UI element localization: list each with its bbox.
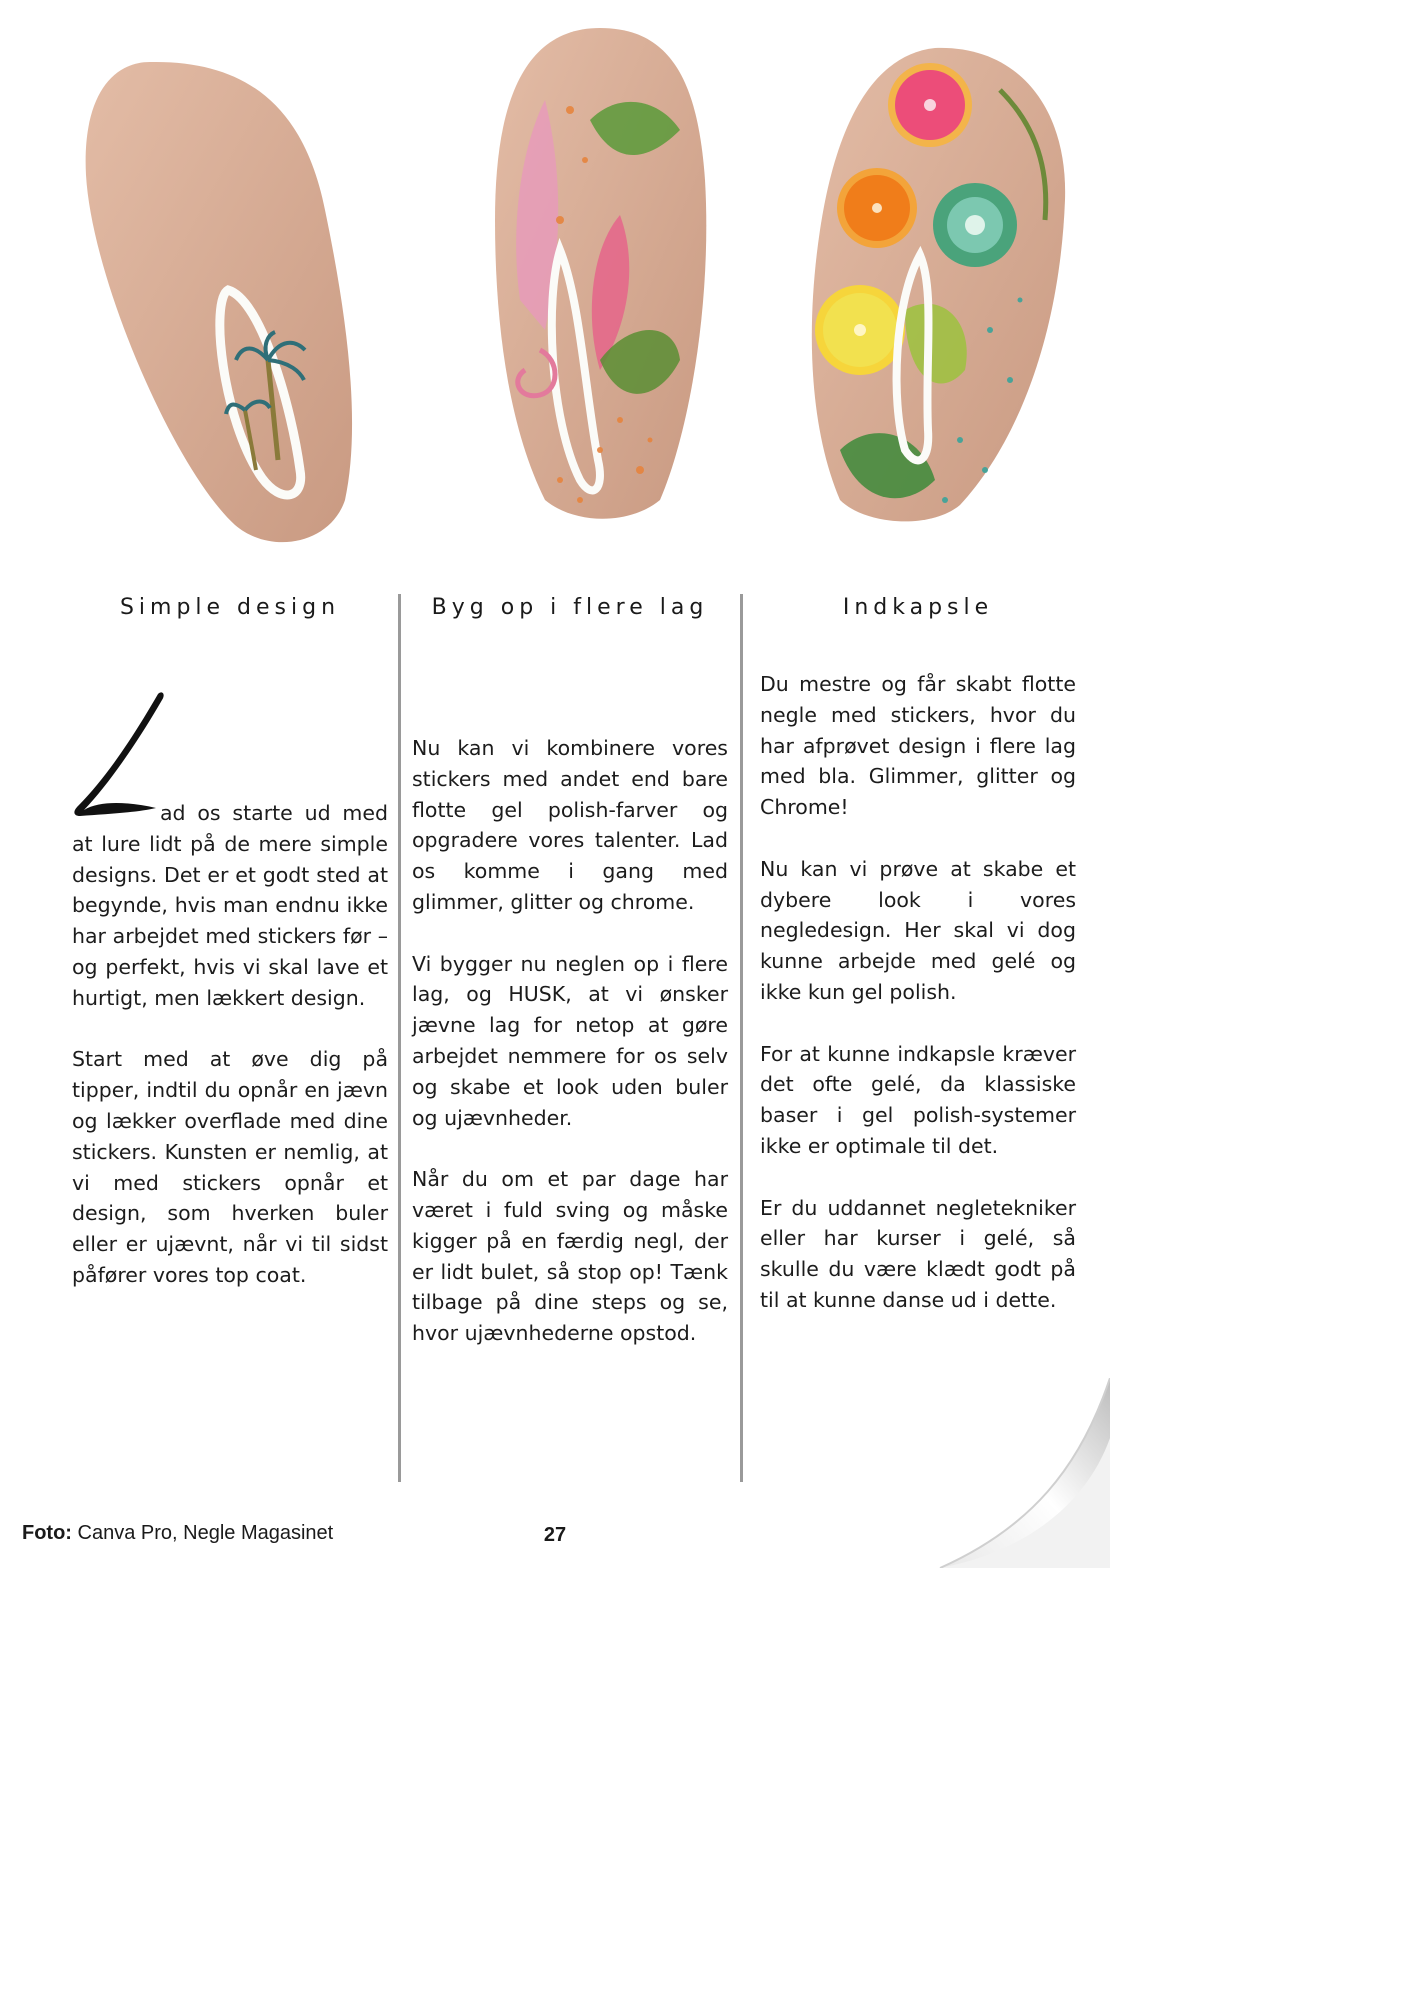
paragraph: Du mestre og får skabt flotte negle med stickers, hvor du har afprøvet design i flere lag med bla. Glimmer, glitter og Chrome! [760,672,1076,820]
paragraph: ad os starte ud med at lure lidt på de mere simple designs. Det er et godt sted at begynde, hvis man endnu ikke har arbejdet med stickers før – og perfekt, hvis vi skal lave et hurtigt, men lækkert design. [72,801,388,1010]
nail-photos [0,0,1110,570]
column-title-layers: Byg op i flere lag [431,595,709,620]
paragraph: Nu kan vi prøve at skabe et dybere look i vores negledesign. Her skal vi dog kunne arbejde med gelé og ikke kun gel polish. [760,856,1076,1004]
nail-encapsulated-design-image [812,48,1065,522]
column-divider-right [740,594,743,1482]
column-title-simple-design: Simple design [119,595,341,620]
photo-credit-label: Foto: [22,1522,72,1544]
paragraph: For at kunne indkapsle kræver det ofte gelé, da klassiske baser i gel polish-systemer ikke er optimale til det. [760,1041,1076,1158]
photo-credit-text: Canva Pro, Negle Magasinet [71,1522,334,1544]
lemon-slice-icon [815,285,905,375]
column-divider-left [398,594,401,1482]
paragraph: Start med at øve dig på tipper, indtil du opnår en jævn og lækker overflade med dine stickers. Kunsten er nemlig, at vi med stickers opnår et design, som hverken buler eller er ujævnt, når vi til sidst påfører vores top coat. [72,1047,388,1287]
nail-layered-design-image [495,28,706,519]
grapefruit-slice-icon [888,63,972,147]
column-layers [412,733,728,1380]
paragraph: Vi bygger nu neglen op i flere lag, og HUSK, at vi ønsker jævne lag for netop at gøre arbejdet nemmere for os selv og skabe et look uden buler og ujævnheder. [412,951,728,1130]
column-encapsulate [760,669,1076,1347]
page-number: 27 [543,1524,567,1546]
paragraph: Er du uddannet negletekniker eller har kurser i gelé, så skulle du være klædt godt på til at kunne danse ud i dette. [760,1195,1076,1312]
photo-credit [22,1522,333,1545]
nail-simple-design-image [86,62,352,542]
page-curl-decoration [900,1378,1110,1568]
paragraph: Når du om et par dage har været i fuld sving og måske kigger på en færdig negl, der er lidt bulet, så stop op! Tænk tilbage på dine steps og se, hvor ujævnhederne opstod. [412,1167,728,1346]
paragraph: Nu kan vi kombinere vores stickers med andet end bare flotte gel polish-farver og opgradere vores talenter. Lad os komme i gang med glimmer, glitter og chrome. [412,736,728,914]
column-title-encapsulate: Indkapsle [842,595,994,620]
orange-slice-icon [837,168,917,248]
kiwi-slice-icon [933,183,1017,267]
column-simple-design [72,798,388,1322]
